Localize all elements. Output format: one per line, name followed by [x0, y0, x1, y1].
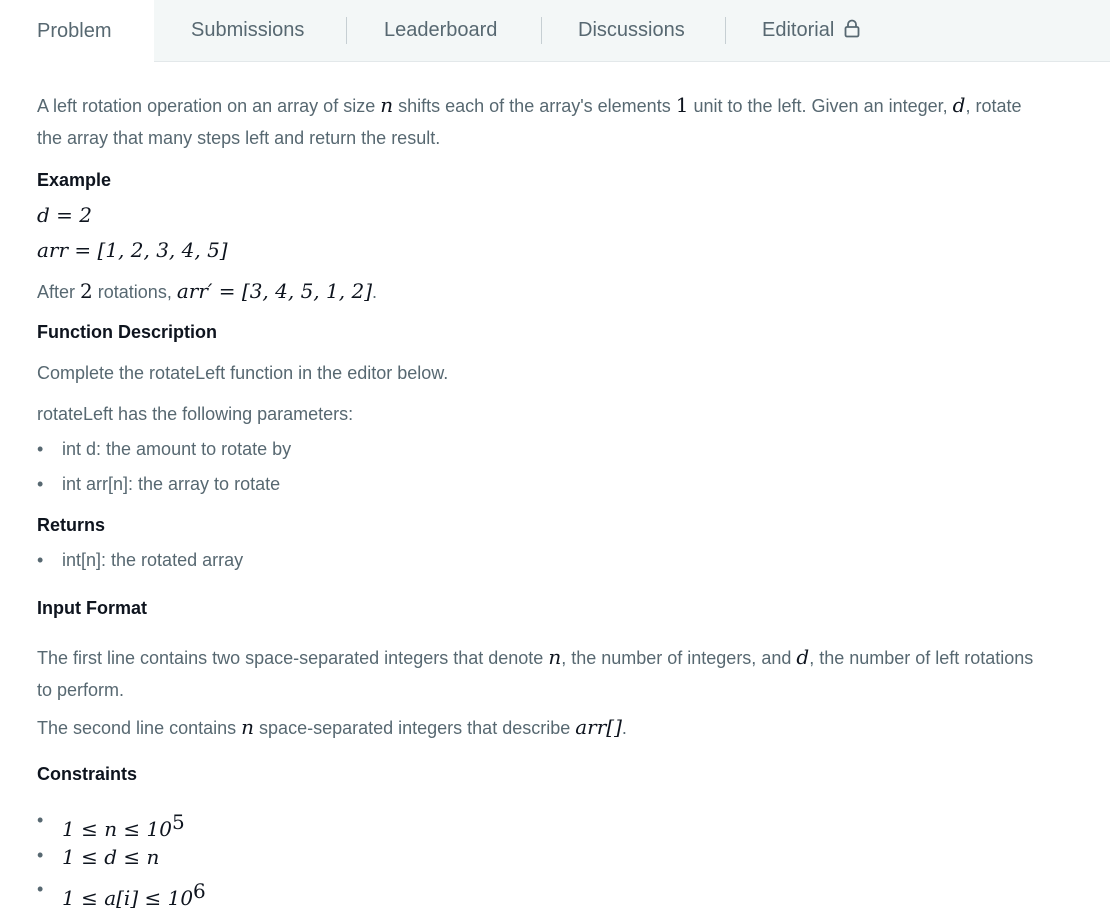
- list-item: • $1 \le n \le 10^5$: [45, 810, 185, 841]
- example-arr: arr = [1, 2, 3, 4, 5]: [37, 238, 228, 262]
- tab-problem[interactable]: Problem: [0, 0, 154, 62]
- tab-editorial[interactable]: [762, 0, 860, 61]
- input-format-heading: Input Format: [37, 598, 147, 618]
- tab-editorial-label: Editorial: [762, 19, 835, 41]
- intro-line-2: the array that many steps left and return the result.: [37, 128, 441, 148]
- list-item: • 1 ≤ d ≤ n: [45, 845, 159, 869]
- input-line-1: The first line contains two space-separated integers that denote n, the number of integers, and d, the number of left rotations: [37, 645, 1034, 669]
- tab-divider: [346, 17, 347, 44]
- example-heading: Example: [37, 170, 112, 190]
- input-line-3: The second line contains n space-separated integers that describe arr[].: [37, 715, 627, 739]
- input-line-2: to perform.: [37, 680, 125, 700]
- function-description-heading: Function Description: [37, 322, 217, 342]
- problem-tabs: [0, 0, 1110, 62]
- constraints-heading: Constraints: [37, 764, 138, 784]
- example-after: After 2 rotations, arr′ = [3, 4, 5, 1, 2].: [37, 279, 378, 303]
- list-item: • int d: the amount to rotate by: [45, 439, 291, 460]
- tab-submissions[interactable]: Submissions: [191, 19, 305, 41]
- function-description-line: Complete the rotateLeft function in the editor below.: [37, 363, 449, 383]
- returns-heading: Returns: [37, 515, 106, 535]
- tab-leaderboard[interactable]: Leaderboard: [384, 19, 498, 41]
- example-d: d = 2: [37, 203, 92, 227]
- tab-discussions[interactable]: Discussions: [578, 19, 685, 41]
- intro-line-1: A left rotation operation on an array of size n shifts each of the array's elements 1 unit to the left. Given an integer, d, rotate: [37, 93, 1022, 117]
- tab-divider: [541, 17, 542, 44]
- list-item: • int arr[n]: the array to rotate: [45, 474, 280, 495]
- lock-icon: [844, 19, 860, 38]
- list-item: • $1 \le a[i] \le 10^6$: [45, 879, 206, 910]
- parameters-line: rotateLeft has the following parameters:: [37, 404, 354, 424]
- tab-divider: [725, 17, 726, 44]
- list-item: • int[n]: the rotated array: [45, 550, 243, 571]
